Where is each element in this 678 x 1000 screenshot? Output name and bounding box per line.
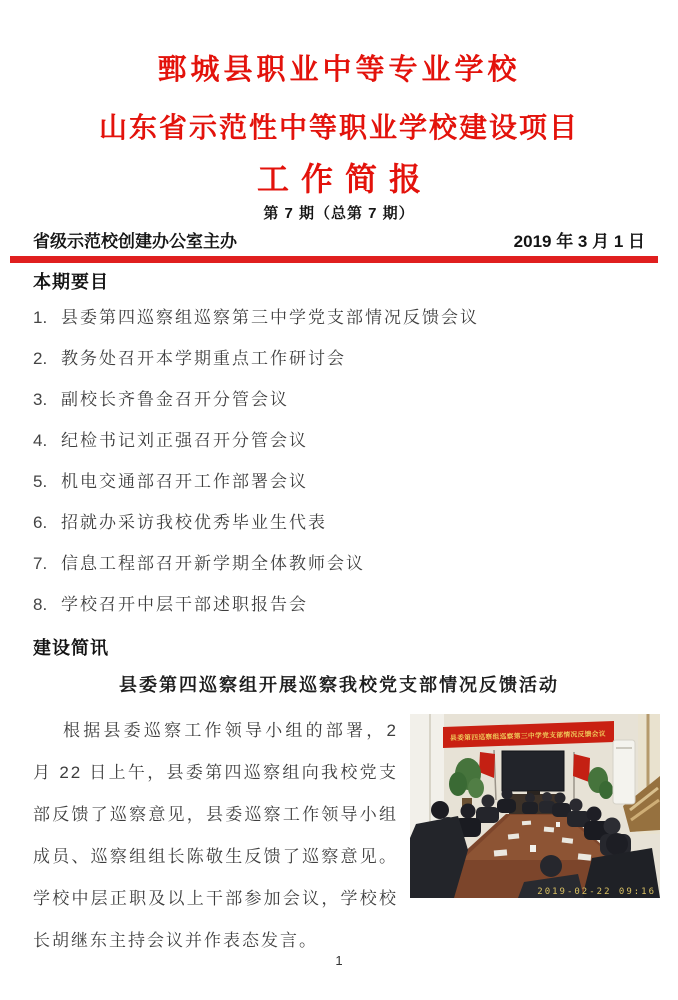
toc-item-number: 8. xyxy=(33,595,48,614)
toc-item xyxy=(33,596,645,614)
toc-item-number: 3. xyxy=(33,390,48,409)
school-name-title: 鄄城县职业中等专业学校 xyxy=(157,54,521,86)
meeting-photo xyxy=(410,714,660,898)
toc-item-number: 7. xyxy=(33,554,48,573)
toc-item-text: 副校长齐鲁金召开分管会议 xyxy=(61,390,289,409)
photo-banner-text: 县委第四巡察组巡察第三中学党支部情况反馈会议 xyxy=(449,730,607,743)
bulletin-title: 工作简报 xyxy=(256,161,433,197)
masthead-double-rule xyxy=(10,256,658,263)
publisher-row xyxy=(33,231,645,253)
toc-item xyxy=(33,350,645,368)
tv-screen xyxy=(502,751,564,791)
publisher-label: 省级示范校创建办公室主办 xyxy=(33,232,237,251)
toc-item xyxy=(33,309,645,327)
toc-item-text: 县委第四巡察组巡察第三中学党支部情况反馈会议 xyxy=(61,308,479,327)
toc-item-text: 学校召开中层干部述职报告会 xyxy=(61,595,308,614)
toc-item-number: 2. xyxy=(33,349,48,368)
photo-timestamp: 2019-02-22 09:16 xyxy=(537,887,656,897)
toc-item-number: 5. xyxy=(33,472,48,491)
article-title: 县委第四巡察组开展巡察我校党支部情况反馈活动 xyxy=(119,675,559,695)
toc-item-text: 招就办采访我校优秀毕业生代表 xyxy=(61,513,327,532)
toc-item-text: 信息工程部召开新学期全体教师会议 xyxy=(61,554,365,573)
toc-item-text: 教务处召开本学期重点工作研讨会 xyxy=(61,349,346,368)
toc-item xyxy=(33,432,645,450)
toc-item-text: 纪检书记刘正强召开分管会议 xyxy=(61,431,308,450)
toc-item-number: 4. xyxy=(33,431,48,450)
ac-unit xyxy=(613,740,635,804)
toc-item-number: 6. xyxy=(33,513,48,532)
toc-item-text: 机电交通部召开工作部署会议 xyxy=(61,472,308,491)
article-body xyxy=(33,710,656,962)
toc-list xyxy=(33,309,645,614)
toc-item xyxy=(33,555,645,573)
toc-item xyxy=(33,514,645,532)
issue-date: 2019 年 3 月 1 日 xyxy=(513,232,645,251)
toc-item xyxy=(33,473,645,491)
article-body-text: 根据县委巡察工作领导小组的部署，2 月 22 日上午，县委第四巡察组向我校党支部反馈了巡察意见，县委巡察工作领导小组成员、巡察组组长陈敬生反馈了巡察意见。学校中层正职及以上干部参加会议，学校校长胡继东主持会议并作表态发言。 xyxy=(33,721,398,950)
issue-info: 第 7 期（总第 7 期） xyxy=(263,205,415,222)
page-number: 1 xyxy=(335,953,343,968)
section-heading: 建设简讯 xyxy=(33,638,109,658)
project-name-title: 山东省示范性中等职业学校建设项目 xyxy=(98,112,579,143)
toc-item xyxy=(33,391,645,409)
toc-item-number: 1. xyxy=(33,308,48,327)
toc-heading: 本期要目 xyxy=(33,272,109,292)
